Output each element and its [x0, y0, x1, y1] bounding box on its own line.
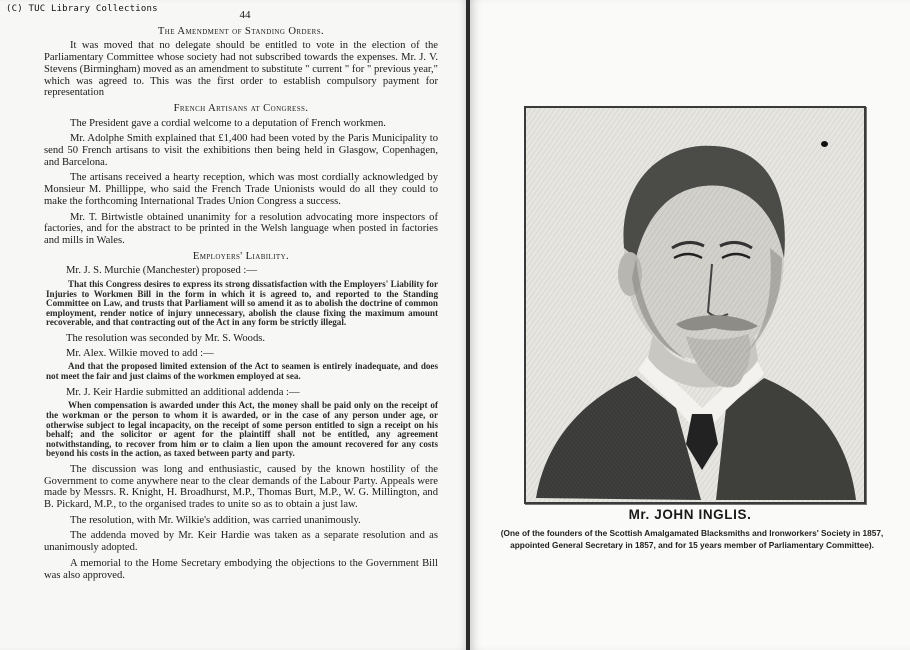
portrait-engraving: [526, 108, 864, 502]
page-text-column: [44, 10, 438, 585]
speaker-line: Mr. J. S. Murchie (Manchester) proposed :—: [66, 265, 257, 277]
portrait-caption-name: Mr. JOHN INGLIS.: [628, 507, 752, 522]
paragraph: The addenda moved by Mr. Keir Hardie was taken as a separate resolution and as unanimously adopted.: [44, 530, 438, 554]
paragraph: The discussion was long and enthusiastic, caused by the known hostility of the Government to come anywhere near to the clear demands of the Labour Party. Appeals were made by Messrs. R. Knight, H. Broadhurst, M.P., Thomas Burt, M.P., W. G. Millington, and B. Pickard, M.P., to the organised trades to unite so as to obtain a just law.: [44, 463, 438, 510]
section-heading: Employers' Liability.: [192, 250, 290, 262]
paragraph: The artisans received a hearty reception, which was most cordially acknowledged by Monsieur M. Phillippe, who said the French Trade Unionists would do all they could to make the forthcoming International Trades Union Congress a success.: [44, 172, 438, 207]
page-number: 44: [239, 9, 251, 21]
resolution-quote: When compensation is awarded under this Act, the money shall be paid only on the receipt of the workman or the person to whom it is awarded, or in the case of any person under age, or otherwise subject to legal incapacity, on the receipt of some person entitled to sign a receipt on his behalf; and the solicitor or agent for the plaintiff shall not be entitled, any agreement notwithstanding, to recover from him or to claim a lien upon the amount recovered for any costs beyond his costs in the action, as taxed between party and party.: [46, 400, 438, 459]
resolution-quote: And that the proposed limited extension of the Act to seamen is entirely inadequate, and does not meet the fair and just claims of the workmen employed at sea.: [46, 361, 438, 382]
portrait-caption-note: (One of the founders of the Scottish Amalgamated Blacksmiths and Ironworkers' Society in 1857, appointed General Secretary in 1857, and for 15 years member of Parliamentary Committee).: [500, 528, 884, 550]
paragraph: Mr. Adolphe Smith explained that £1,400 had been voted by the Paris Municipality to send 50 French artisans to visit the exhibitions then being held in Glasgow, Copenhagen, and Barcelona.: [44, 133, 438, 168]
paragraph: A memorial to the Home Secretary embodying the objections to the Government Bill was also approved.: [44, 557, 438, 581]
paragraph: It was moved that no delegate should be entitled to vote in the election of the Parliamentary Committee whose society had not subscribed towards the expenses. Mr. J. V. Stevens (Birmingham) moved as an amendment to substitute " current " for " previous year," which was agreed to. This was the first order to establish compulsory payment for representation: [44, 40, 438, 99]
collection-credit: (C) TUC Library Collections: [6, 4, 158, 14]
section-heading: The Amendment of Standing Orders.: [157, 25, 325, 37]
speaker-line: Mr. J. Keir Hardie submitted an additional addenda :—: [66, 386, 300, 398]
paragraph: The resolution, with Mr. Wilkie's addition, was carried unanimously.: [70, 514, 361, 526]
section-heading: French Artisans at Congress.: [173, 102, 309, 114]
speaker-line: Mr. Alex. Wilkie moved to add :—: [66, 347, 214, 359]
portrait-illustration: [524, 106, 866, 504]
paragraph: Mr. T. Birtwistle obtained unanimity for a resolution advocating more inspectors of factories, and for the abstract to be printed in the Welsh language when posted in factories and mills in Wales.: [44, 211, 438, 246]
resolution-quote: That this Congress desires to express its strong dissatisfaction with the Employers' Liability for Injuries to Workmen Bill in the form in which it is agreed to, and reported to the Standing Committee on Law, and trusts that Parliament will so amend it as to abolish the doctrine of common employment, render notice of injury unnecessary, abolish the clause fixing the maximum amount recoverable, and that contracting out of the Act in any form be strictly illegal.: [46, 279, 438, 328]
print-blemish: [821, 141, 828, 147]
speaker-line: The resolution was seconded by Mr. S. Woods.: [66, 333, 266, 345]
paragraph: The President gave a cordial welcome to a deputation of French workmen.: [70, 117, 386, 129]
